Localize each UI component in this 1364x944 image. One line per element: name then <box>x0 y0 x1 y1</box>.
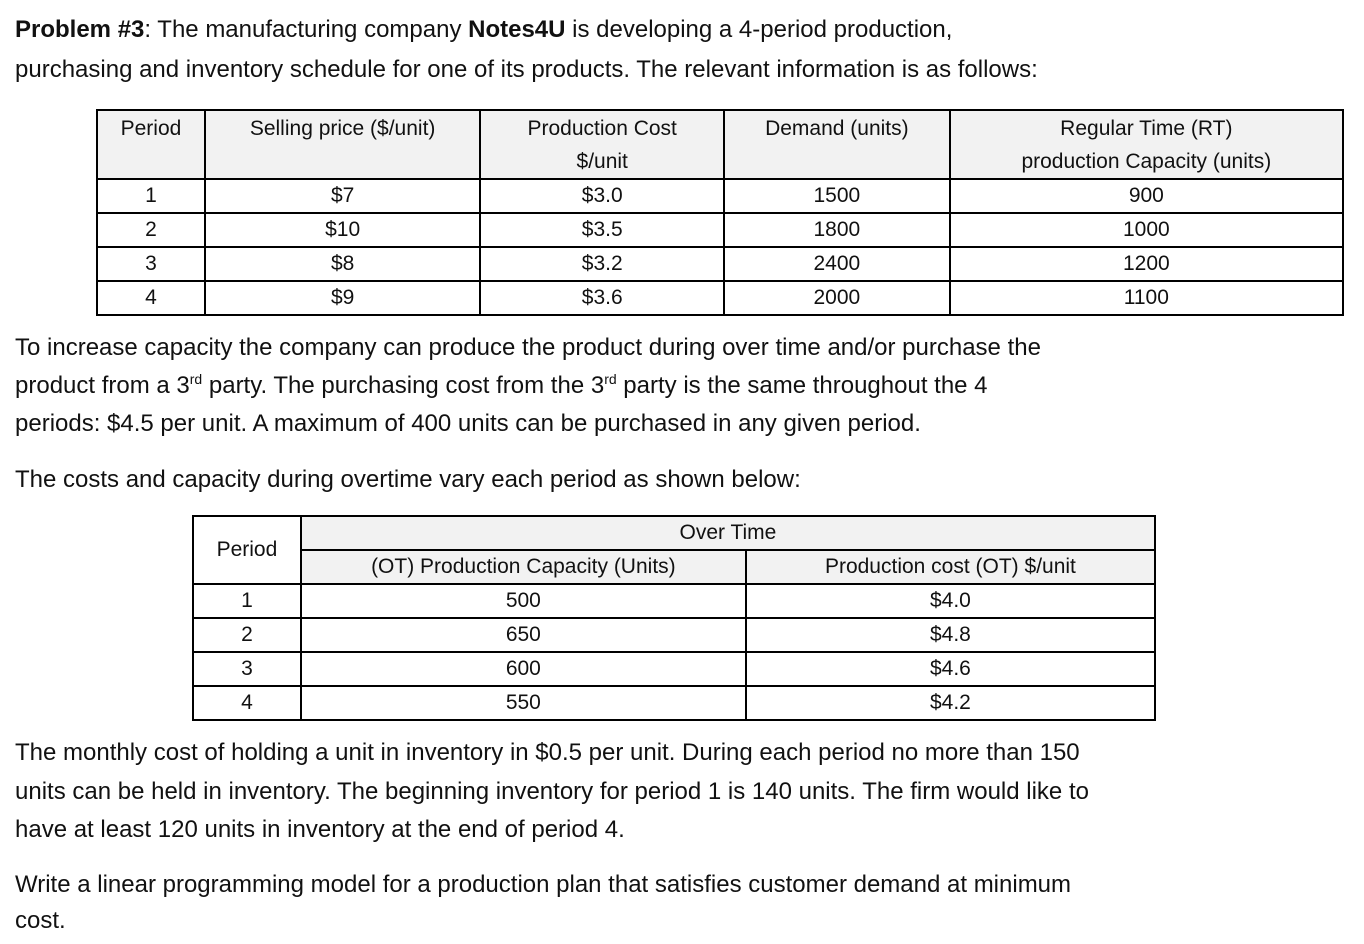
capacity-text-c: party is the same throughout the 4 <box>616 372 988 399</box>
cell-period: 1 <box>97 179 205 213</box>
table-row <box>193 618 1155 652</box>
production-info-table <box>96 109 1344 316</box>
intro-text-a: : The manufacturing company <box>144 16 469 43</box>
cell-period: 4 <box>97 281 205 315</box>
table-row <box>193 584 1155 618</box>
cell-capacity: 900 <box>950 179 1343 213</box>
header-rt-capacity <box>950 110 1343 179</box>
capacity-line-3: periods: $4.5 per unit. A maximum of 400 units can be purchased in any given period. <box>15 410 921 437</box>
cell-ot-capacity: 550 <box>301 686 746 720</box>
header-period: Period <box>193 516 301 584</box>
table-row <box>97 247 1343 281</box>
company-name: Notes4U <box>468 16 566 43</box>
task-paragraph <box>15 867 1071 939</box>
header-ot-cost: Production cost (OT) $/unit <box>746 550 1155 584</box>
header-rt-l2: production Capacity (units) <box>1021 150 1272 173</box>
table-subheader-row <box>193 550 1155 584</box>
cell-period: 3 <box>97 247 205 281</box>
cell-ot-cost: $4.8 <box>746 618 1155 652</box>
cell-ot-capacity: 650 <box>301 618 746 652</box>
inventory-line-3: have at least 120 units in inventory at the end of period 4. <box>15 816 625 843</box>
intro-line-1 <box>15 10 1038 50</box>
inventory-line-1: The monthly cost of holding a unit in inventory in $0.5 per unit. During each period no more than 150 <box>15 739 1080 766</box>
inventory-paragraph <box>15 734 1089 850</box>
table-row <box>97 179 1343 213</box>
cell-ot-capacity: 600 <box>301 652 746 686</box>
cell-cost: $3.0 <box>480 179 724 213</box>
cell-period: 1 <box>193 584 301 618</box>
cell-price: $8 <box>205 247 480 281</box>
header-period: Period <box>97 110 205 179</box>
problem-intro <box>15 10 1038 90</box>
table-header-row <box>193 516 1155 550</box>
cell-cost: $3.5 <box>480 213 724 247</box>
intro-text-b: is developing a 4-period production, <box>565 16 953 43</box>
inventory-line-2: units can be held in inventory. The beginning inventory for period 1 is 140 units. The firm would like to <box>15 777 1089 805</box>
capacity-line-2 <box>15 367 1041 405</box>
cell-capacity: 1100 <box>950 281 1343 315</box>
cell-demand: 1800 <box>724 213 950 247</box>
cell-capacity: 1000 <box>950 213 1343 247</box>
cell-ot-cost: $4.6 <box>746 652 1155 686</box>
header-ot-capacity: (OT) Production Capacity (Units) <box>301 550 746 584</box>
intro-line-2: purchasing and inventory schedule for one of its products. The relevant information is as follows: <box>15 56 1038 83</box>
ordinal-suffix: rd <box>189 371 203 387</box>
header-demand: Demand (units) <box>724 110 950 179</box>
cell-period: 2 <box>193 618 301 652</box>
cell-price: $7 <box>205 179 480 213</box>
capacity-text-b: party. The purchasing cost from the 3 <box>202 372 605 399</box>
cell-cost: $3.2 <box>480 247 724 281</box>
task-line-1: Write a linear programming model for a production plan that satisfies customer demand at minimum <box>15 871 1072 898</box>
header-over-time: Over Time <box>301 516 1155 550</box>
cell-period: 2 <box>97 213 205 247</box>
capacity-paragraph <box>15 329 1041 443</box>
cell-demand: 1500 <box>724 179 950 213</box>
overtime-table <box>192 515 1156 721</box>
cell-price: $10 <box>205 213 480 247</box>
task-line-2: cost. <box>15 907 66 934</box>
table-row <box>97 213 1343 247</box>
capacity-line-1: To increase capacity the company can produce the product during over time and/or purchase the <box>15 334 1041 361</box>
table-row <box>97 281 1343 315</box>
header-rt-l1: Regular Time (RT) <box>1060 117 1233 140</box>
cell-period: 4 <box>193 686 301 720</box>
cell-ot-cost: $4.0 <box>746 584 1155 618</box>
header-production-cost-l1: Production Cost <box>527 117 677 140</box>
header-production-cost-l2: $/unit <box>576 150 628 173</box>
cell-cost: $3.6 <box>480 281 724 315</box>
header-selling-price: Selling price ($/unit) <box>205 110 480 179</box>
table-header-row <box>97 110 1343 179</box>
header-production-cost <box>480 110 724 179</box>
table-row <box>193 686 1155 720</box>
cell-price: $9 <box>205 281 480 315</box>
overtime-intro: The costs and capacity during overtime vary each period as shown below: <box>15 466 801 493</box>
table-row <box>193 652 1155 686</box>
cell-period: 3 <box>193 652 301 686</box>
cell-capacity: 1200 <box>950 247 1343 281</box>
problem-label: Problem #3 <box>15 16 145 43</box>
cell-ot-capacity: 500 <box>301 584 746 618</box>
cell-ot-cost: $4.2 <box>746 686 1155 720</box>
cell-demand: 2400 <box>724 247 950 281</box>
capacity-text-a: product from a 3 <box>15 372 190 399</box>
cell-demand: 2000 <box>724 281 950 315</box>
ordinal-suffix: rd <box>604 371 617 387</box>
